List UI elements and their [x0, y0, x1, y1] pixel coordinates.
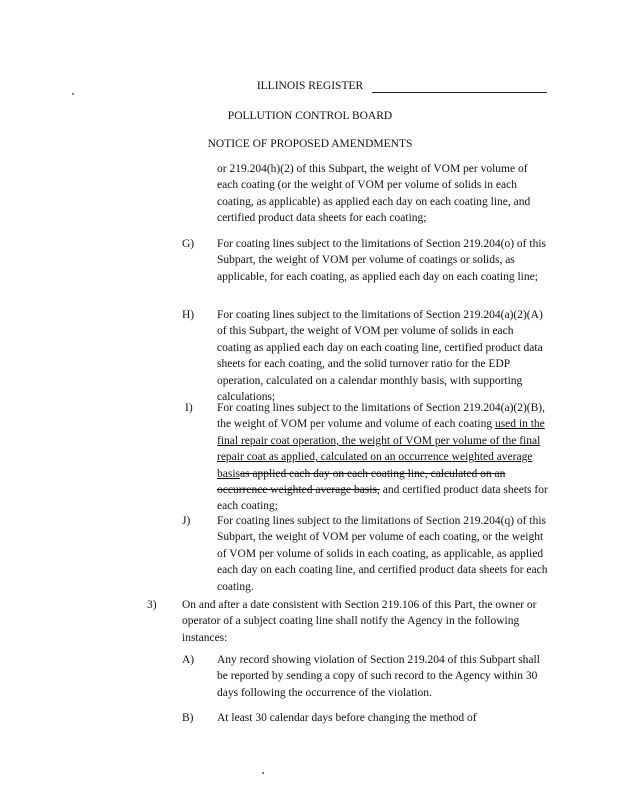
notice-title: NOTICE OF PROPOSED AMENDMENTS — [207, 138, 413, 150]
item-g-label: G) — [182, 238, 195, 250]
item-3b-text: At least 30 calendar days before changing the method of — [217, 712, 477, 724]
item-i-text-plain: For coating lines subject to the limitations of Section 219.204(a)(2)(B), the weight of VOM per volume and volume of each coating — [217, 402, 546, 431]
item-i-text — [217, 400, 549, 515]
item-3-text: On and after a date consistent with Section 219.106 of this Part, the owner or operator of a subject coating line shall notify the Agency in the following instances: — [182, 599, 537, 644]
item-3-label: 3) — [147, 599, 157, 611]
register-rule — [372, 92, 547, 93]
item-i-text-inserted: used in the final repair coat operation, the weight of VOM per volume of the final repair coat as applied, calculated on an occurrence weighted average basis — [217, 418, 545, 480]
scan-speck — [72, 93, 74, 95]
item-i-label: I) — [185, 402, 193, 414]
continuation-paragraph: or 219.204(h)(2) of this Subpart, the weight of VOM per volume of each coating (or the weight of VOM per volume of solids in each coating, as applicable) as applied each day on each coating line, and certified product data sheets for each coating; — [217, 163, 531, 225]
item-j-text: For coating lines subject to the limitations of Section 219.204(q) of this Subpart, the weight of VOM per volume of each coating, or the weight of VOM per volume of solids in each coating, as applicable, as applied each day on each coating line, and certified product data sheets for each coating. — [217, 515, 548, 593]
register-title: ILLINOIS REGISTER — [256, 80, 364, 92]
item-i-text-end: and certified product data sheets for each coating; — [217, 484, 548, 513]
board-title: POLLUTION CONTROL BOARD — [227, 110, 393, 122]
item-i-text-deleted: as applied each day on each coating line, calculated on an occurrence weighted average basis, — [217, 467, 506, 497]
item-3b-label: B) — [182, 712, 194, 724]
scan-speck-bottom — [262, 772, 264, 774]
item-3a-label: A) — [182, 654, 195, 666]
item-h-text: For coating lines subject to the limitations of Section 219.204(a)(2)(A) of this Subpart, the weight of VOM per volume of solids in each coating as applied each day on each coating line, certified product data sheets for each coating, and the solid turnover ratio for the EDP operation, calculated on a calendar monthly basis, with supporting calculations; — [217, 309, 543, 404]
item-3a-text: Any record showing violation of Section 219.204 of this Subpart shall be reported by sending a copy of such record to the Agency within 30 days following the occurrence of the violation. — [217, 654, 540, 699]
item-h-label: H) — [182, 309, 195, 321]
item-j-label: J) — [182, 515, 191, 527]
item-g-text: For coating lines subject to the limitations of Section 219.204(o) of this Subpart, the weight of VOM per volume of coatings or solids, as applicable, for each coating, as applied each day on each coating line; — [217, 238, 546, 283]
